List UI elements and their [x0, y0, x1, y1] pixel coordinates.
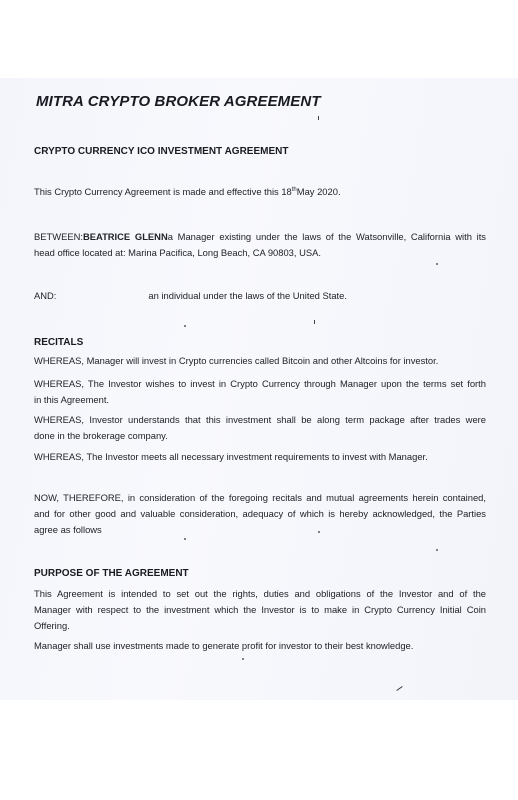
recital-3-line-1: WHEREAS, Investor understands that this investment shall be along term package after trades were — [34, 414, 486, 425]
recital-3 — [34, 412, 486, 444]
document-title: MITRA CRYPTO BROKER AGREEMENT — [36, 93, 321, 110]
between-line-1 — [34, 229, 486, 245]
recital-4: WHEREAS, The Investor meets all necessary investment requirements to invest with Manager. — [34, 451, 428, 462]
between-line-2: head office located at: Marina Pacifica, Long Beach, CA 90803, USA. — [34, 247, 321, 258]
purpose-line-3: Offering. — [34, 620, 70, 631]
therefore-paragraph — [34, 490, 486, 538]
intro-date-suffix: th — [291, 187, 297, 193]
therefore-line-1: NOW, THEREFORE, in consideration of the foregoing recitals and mutual agreements herein contained, — [34, 492, 486, 503]
purpose-heading: PURPOSE OF THE AGREEMENT — [34, 568, 189, 579]
intro-date: May 2020. — [296, 186, 341, 197]
scan-speck — [184, 538, 186, 540]
purpose-paragraph-1 — [34, 586, 486, 634]
therefore-line-3: agree as follows — [34, 524, 102, 535]
between-label: BETWEEN: — [34, 231, 83, 242]
scan-speck — [318, 116, 319, 120]
recital-1: WHEREAS, Manager will invest in Crypto currencies called Bitcoin and other Altcoins for investor. — [34, 355, 439, 366]
intro-text: This Crypto Currency Agreement is made and effective this 18 — [34, 186, 292, 197]
scan-speck — [318, 531, 320, 533]
therefore-line-2: and for other good and valuable consideration, adequacy of which is hereby acknowledged, the Parties — [34, 508, 486, 519]
scan-speck — [242, 658, 244, 660]
recital-2 — [34, 376, 486, 408]
and-text: an individual under the laws of the United State. — [148, 290, 347, 301]
purpose-paragraph-2: Manager shall use investments made to generate profit for investor to their best knowledge. — [34, 640, 414, 651]
recital-2-line-1: WHEREAS, The Investor wishes to invest in Crypto Currency through Manager upon the terms set forth — [34, 378, 486, 389]
scan-speck — [436, 263, 438, 265]
between-line-1-text: a Manager existing under the laws of the Watsonville, California with its — [167, 231, 486, 242]
recital-2-line-2: in this Agreement. — [34, 394, 110, 405]
recital-3-line-2: done in the brokerage company. — [34, 430, 168, 441]
purpose-line-2: Manager with respect to the investment which the Investor is to make in Crypto Currency Initial Coin — [34, 604, 486, 615]
and-paragraph — [34, 288, 486, 304]
document-subtitle: CRYPTO CURRENCY ICO INVESTMENT AGREEMENT — [34, 146, 289, 157]
scan-speck — [184, 325, 186, 327]
and-label: AND: — [34, 290, 57, 301]
manager-name: BEATRICE GLENN — [82, 231, 168, 242]
scan-speck — [314, 320, 315, 324]
recitals-heading: RECITALS — [34, 337, 84, 348]
between-paragraph — [34, 229, 486, 261]
purpose-line-1: This Agreement is intended to set out the rights, duties and obligations of the Investor and of the — [34, 588, 486, 599]
scan-speck — [436, 549, 438, 551]
intro-paragraph — [34, 184, 486, 200]
